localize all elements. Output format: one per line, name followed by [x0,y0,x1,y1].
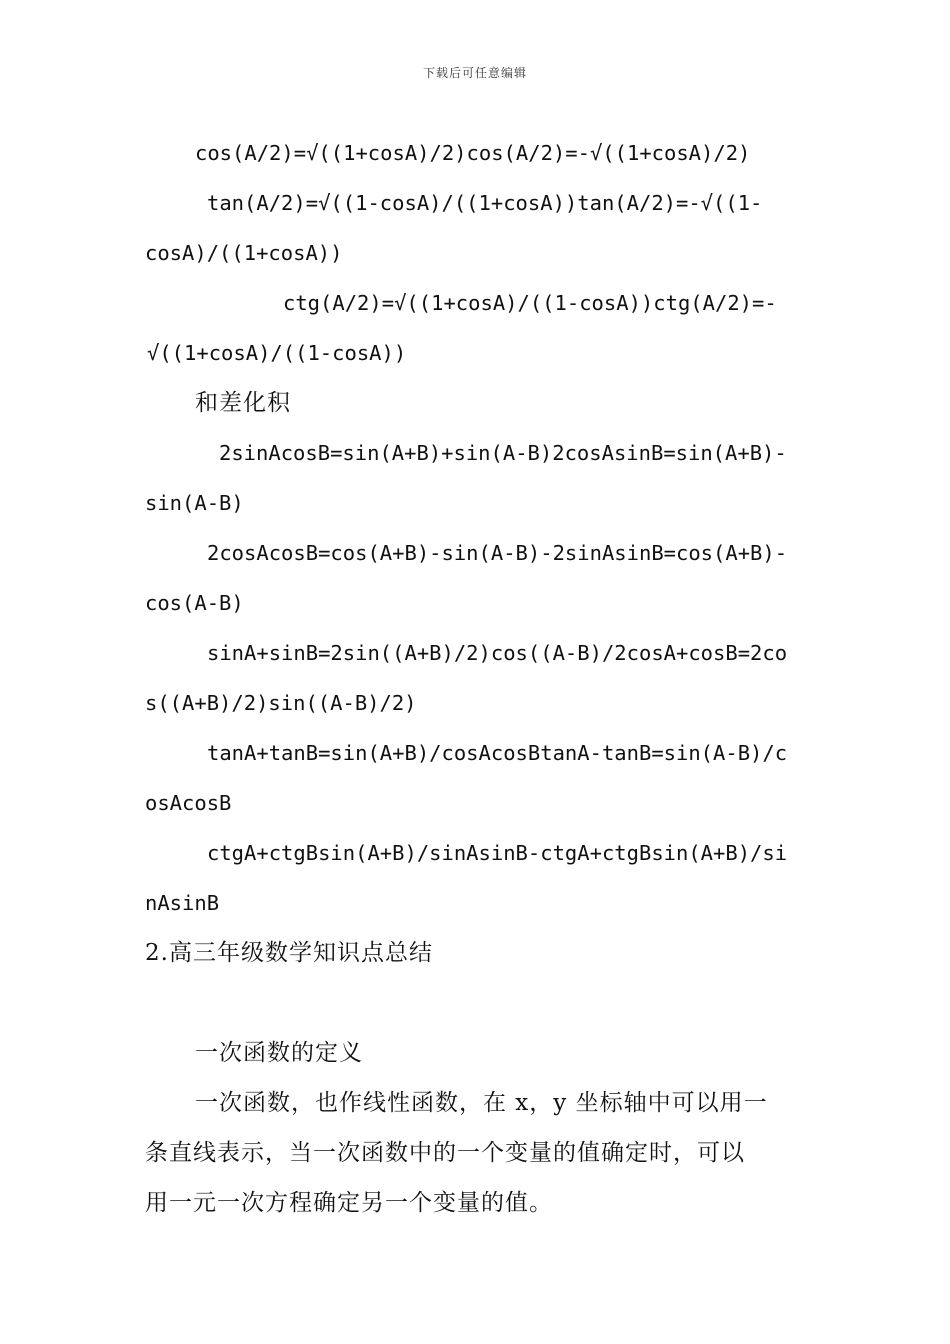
formula-line: sin(A-B) [145,491,244,515]
formula-line: ctgA+ctgBsin(A+B)/sinAsinB-ctgA+ctgBsin(A+B)/si [207,841,788,865]
formula-line: tan(A/2)=√((1-cosA)/((1+cosA))tan(A/2)=-√((1- [207,191,763,215]
section-heading: 2.高三年级数学知识点总结 [145,940,433,966]
page-header: 下载后可任意编辑 [422,66,527,80]
document-body [145,128,810,1228]
formula-line: ctg(A/2)=√((1+cosA)/((1-cosA))ctg(A/2)=- [283,291,777,315]
subsection-heading: 一次函数的定义 [195,1040,363,1066]
formula-line: tanA+tanB=sin(A+B)/cosAcosBtanA-tanB=sin(A-B)/c [207,741,788,765]
formula-line: 2cosAcosB=cos(A+B)-sin(A-B)-2sinAsinB=cos(A+B)- [207,541,788,565]
formula-line: nAsinB [145,891,220,915]
formula-line: cos(A-B) [145,591,244,615]
formula-line: s((A+B)/2)sin((A-B)/2) [145,691,417,715]
section-label: 和差化积 [195,390,291,416]
formula-line: 2sinAcosB=sin(A+B)+sin(A-B)2cosAsinB=sin(A+B)- [219,441,787,465]
formula-line: cos(A/2)=√((1+cosA)/2)cos(A/2)=-√((1+cosA)/2) [195,141,751,165]
formula-line: sinA+sinB=2sin((A+B)/2)cos((A-B)/2cosA+cosB=2co [207,641,788,665]
paragraph-line: 条直线表示，当一次函数中的一个变量的值确定时，可以 [145,1140,745,1166]
paragraph-line: 用一元一次方程确定另一个变量的值。 [145,1190,553,1216]
formula-line: osAcosB [145,791,232,815]
formula-line: cosA)/((1+cosA)) [145,241,343,265]
formula-line: √((1+cosA)/((1-cosA)) [147,341,407,365]
blank-line [145,978,810,1028]
paragraph-line: 一次函数，也作线性函数，在 x，y 坐标轴中可以用一 [195,1090,768,1116]
